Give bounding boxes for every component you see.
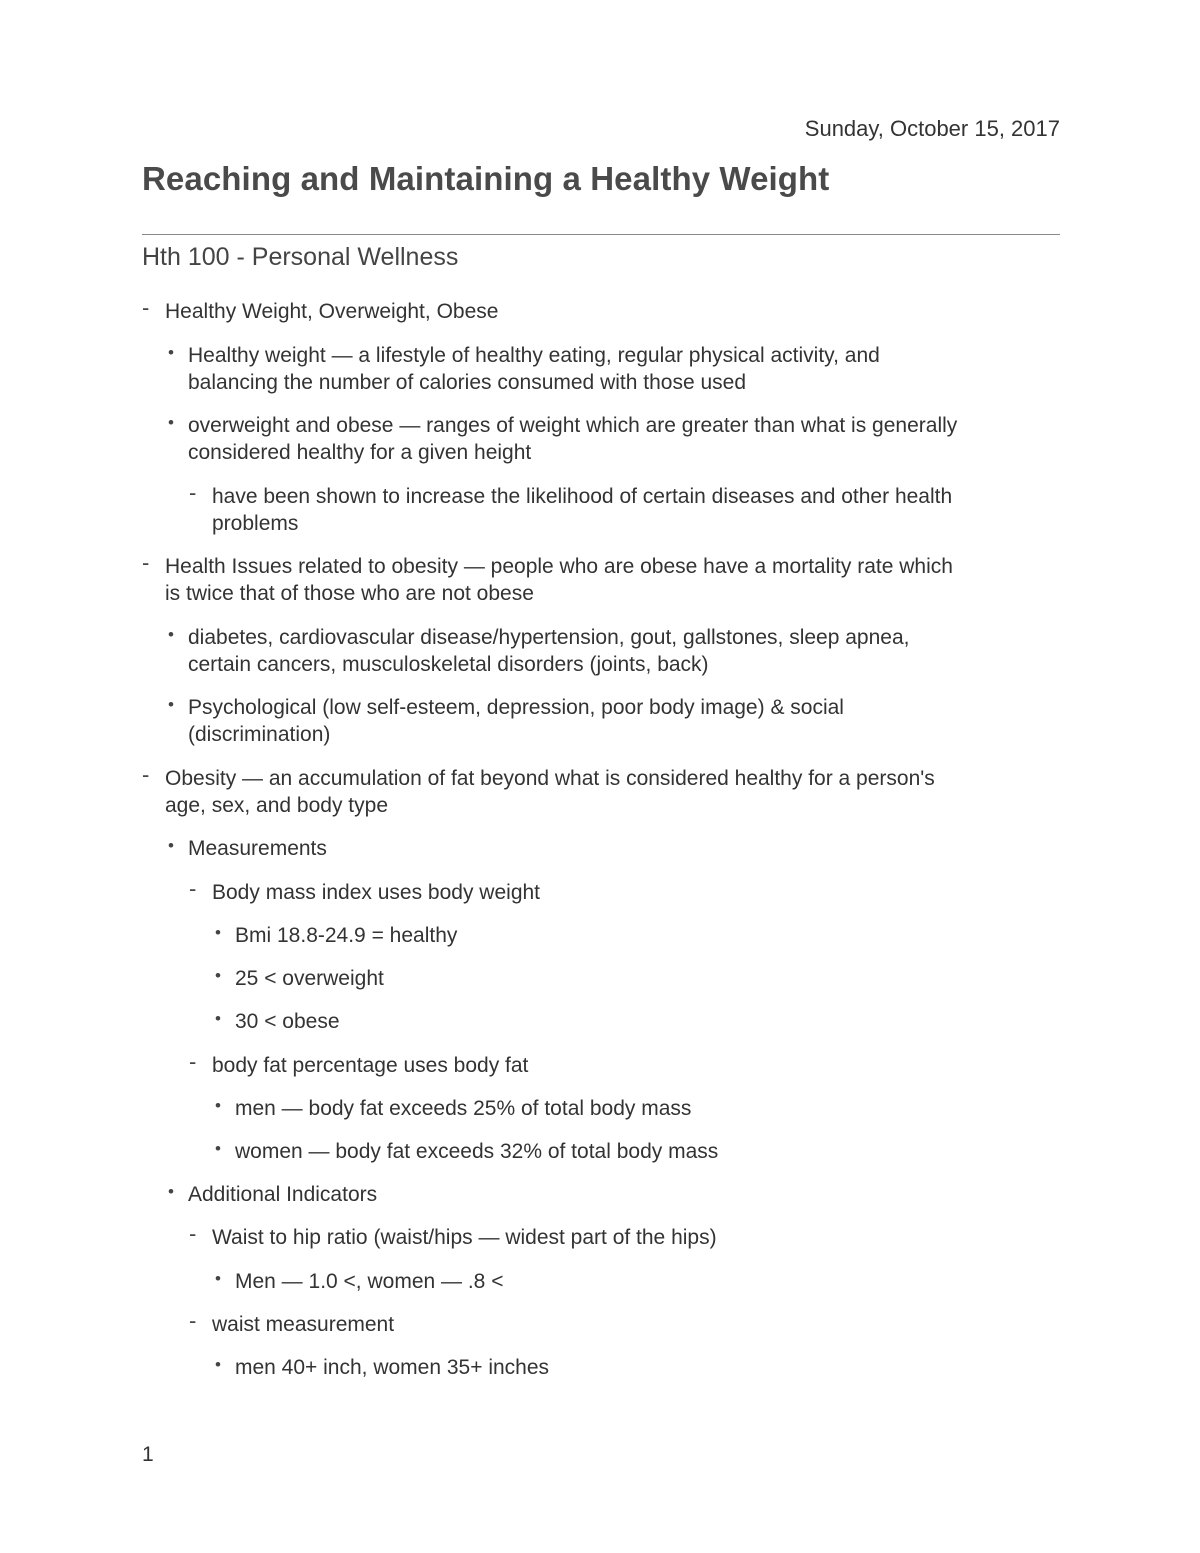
outline-line: Bmi 18.8-24.9 = healthy xyxy=(235,924,458,947)
outline-line: Body mass index uses body weight xyxy=(212,881,541,904)
dash-marker-icon: - xyxy=(189,1308,197,1333)
bullet-marker-icon: • xyxy=(215,923,221,942)
bullet-marker-icon: • xyxy=(168,836,174,855)
outline-line: balancing the number of calories consumed with those used xyxy=(188,371,746,394)
outline-line: 30 < obese xyxy=(235,1010,340,1033)
bullet-marker-icon: • xyxy=(215,1355,221,1374)
bullet-marker-icon: • xyxy=(168,343,174,362)
bullet-marker-icon: • xyxy=(215,966,221,985)
note-title: Reaching and Maintaining a Healthy Weight xyxy=(142,160,830,197)
note-date: Sunday, October 15, 2017 xyxy=(804,116,1060,141)
bullet-marker-icon: • xyxy=(168,1182,174,1201)
outline-line: Men — 1.0 <, women — .8 < xyxy=(235,1270,504,1293)
outline-line: waist measurement xyxy=(212,1313,395,1336)
dash-marker-icon: - xyxy=(189,1049,197,1074)
dash-marker-icon: - xyxy=(142,550,150,575)
outline-line: Psychological (low self-esteem, depression, poor body image) & social xyxy=(188,696,844,719)
outline-line: Healthy weight — a lifestyle of healthy eating, regular physical activity, and xyxy=(188,344,880,367)
outline-line: men — body fat exceeds 25% of total body mass xyxy=(235,1097,692,1120)
outline-line: Healthy Weight, Overweight, Obese xyxy=(165,300,499,323)
outline-line: diabetes, cardiovascular disease/hypertension, gout, gallstones, sleep apnea, xyxy=(188,626,910,649)
outline-line: (discrimination) xyxy=(188,723,331,746)
bullet-marker-icon: • xyxy=(168,695,174,714)
outline-line: overweight and obese — ranges of weight which are greater than what is generally xyxy=(188,414,958,437)
dash-marker-icon: - xyxy=(189,1221,197,1246)
dash-marker-icon: - xyxy=(142,762,150,787)
dash-marker-icon: - xyxy=(142,295,150,320)
bullet-marker-icon: • xyxy=(168,413,174,432)
title-divider xyxy=(142,234,1060,235)
outline-line: is twice that of those who are not obese xyxy=(165,582,534,605)
outline-line: men 40+ inch, women 35+ inches xyxy=(235,1356,550,1379)
bullet-marker-icon: • xyxy=(215,1096,221,1115)
dash-marker-icon: - xyxy=(189,876,197,901)
outline-line: considered healthy for a given height xyxy=(188,441,532,464)
outline-line: body fat percentage uses body fat xyxy=(212,1054,529,1077)
outline-line: certain cancers, musculoskeletal disorders (joints, back) xyxy=(188,653,709,676)
bullet-marker-icon: • xyxy=(215,1139,221,1158)
outline-line: age, sex, and body type xyxy=(165,794,388,817)
outline-line: women — body fat exceeds 32% of total body mass xyxy=(235,1140,719,1163)
outline-line: Health Issues related to obesity — people who are obese have a mortality rate which xyxy=(165,555,953,578)
outline-line: problems xyxy=(212,512,299,535)
outline-line: Additional Indicators xyxy=(188,1183,378,1206)
bullet-marker-icon: • xyxy=(168,625,174,644)
course-heading: Hth 100 - Personal Wellness xyxy=(142,243,459,271)
outline-line: 25 < overweight xyxy=(235,967,384,990)
outline-line: have been shown to increase the likelihood of certain diseases and other health xyxy=(212,485,953,508)
outline-line: Obesity — an accumulation of fat beyond what is considered healthy for a person's xyxy=(165,767,935,790)
dash-marker-icon: - xyxy=(189,480,197,505)
page-number: 1 xyxy=(142,1443,154,1466)
outline-line: Measurements xyxy=(188,837,327,860)
outline-line: Waist to hip ratio (waist/hips — widest part of the hips) xyxy=(212,1226,717,1249)
bullet-marker-icon: • xyxy=(215,1009,221,1028)
bullet-marker-icon: • xyxy=(215,1269,221,1288)
